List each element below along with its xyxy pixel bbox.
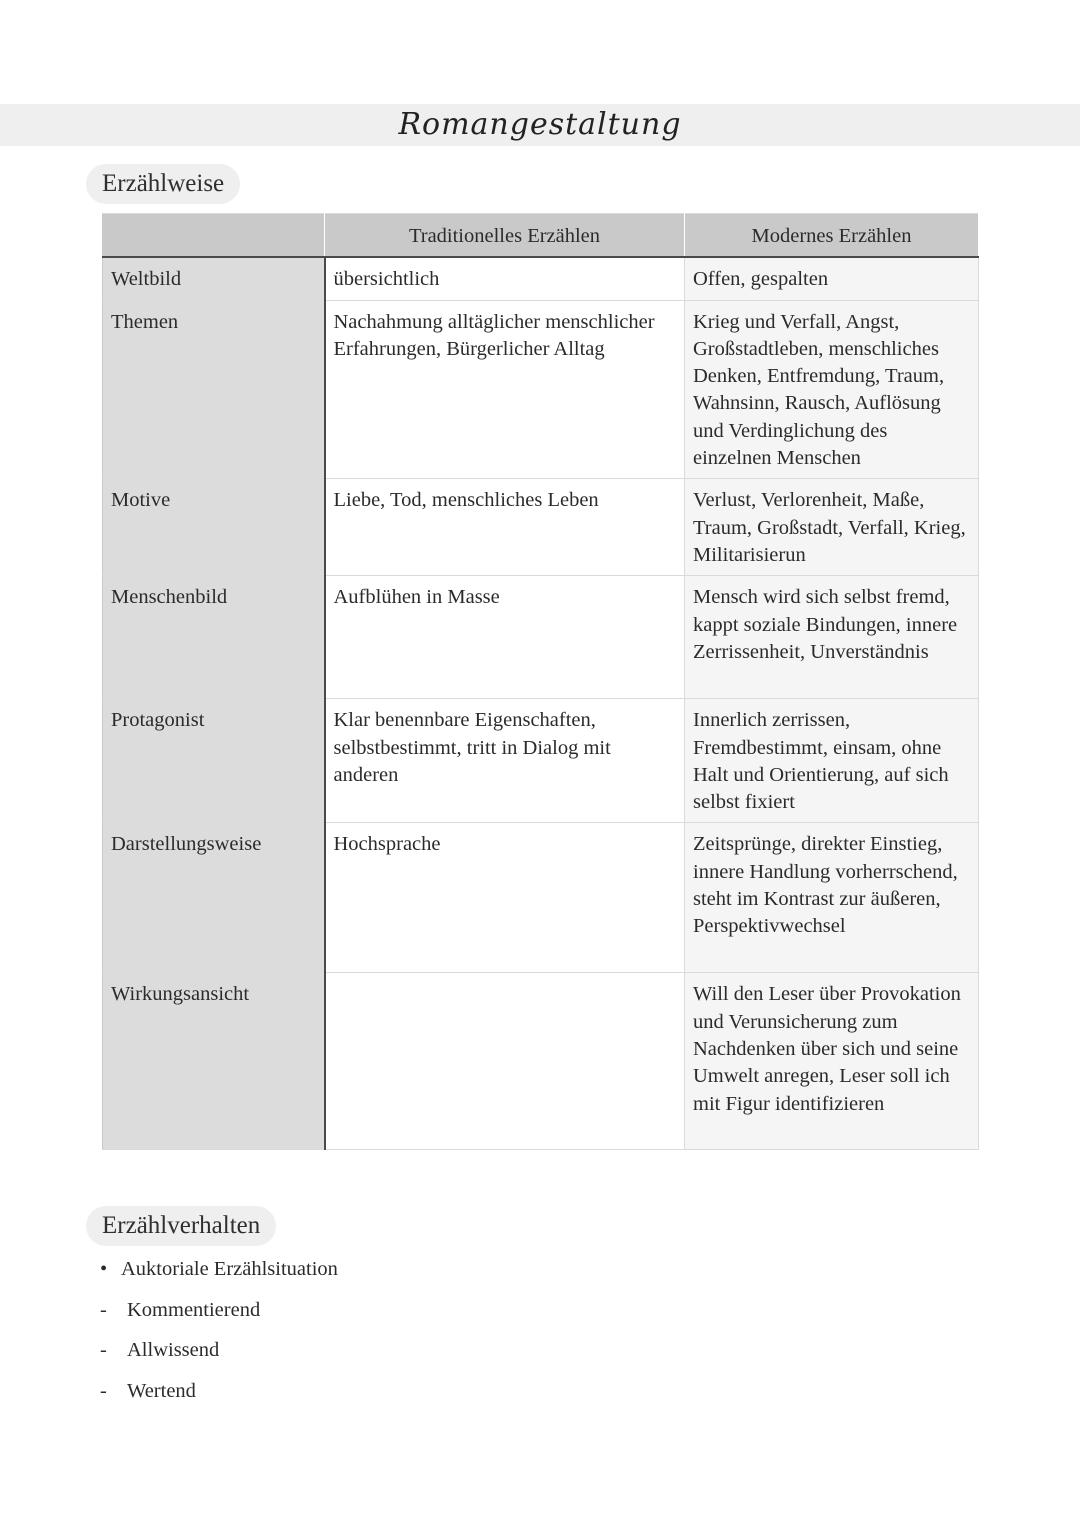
row-label: Menschenbild xyxy=(103,576,325,699)
cell-traditional: Klar benennbare Eigenschaften, selbstbestimmt, tritt in Dialog mit anderen xyxy=(325,699,685,823)
table-row xyxy=(103,479,979,576)
table-header-traditional: Traditionelles Erzählen xyxy=(325,214,685,258)
row-label: Protagonist xyxy=(103,699,325,823)
list-item xyxy=(100,1295,338,1336)
table-row xyxy=(103,699,979,823)
cell-traditional: Hochsprache xyxy=(325,823,685,973)
dash-icon: - xyxy=(100,1339,107,1361)
table-row xyxy=(103,576,979,699)
row-label: Darstellungsweise xyxy=(103,823,325,973)
cell-modern: Will den Leser über Provokation und Verunsicherung zum Nachdenken über sich und seine Umwelt anregen, Leser soll ich mit Figur identifizieren xyxy=(685,973,979,1150)
comparison-table xyxy=(102,213,979,1150)
list-item-label: Allwissend xyxy=(127,1339,220,1361)
row-label: Themen xyxy=(103,300,325,479)
erzaehlverhalten-list xyxy=(100,1254,338,1416)
dash-icon: - xyxy=(100,1379,107,1402)
cell-traditional: Liebe, Tod, menschliches Leben xyxy=(325,479,685,576)
cell-traditional xyxy=(325,973,685,1150)
list-item-label: Kommentierend xyxy=(127,1298,261,1321)
table-header-row xyxy=(103,214,979,258)
list-item-label: Wertend xyxy=(127,1379,196,1402)
cell-modern: Innerlich zerrissen, Fremdbestimmt, einsam, ohne Halt und Orientierung, auf sich selbst fixiert xyxy=(685,699,979,823)
bullet-icon: • xyxy=(100,1258,108,1280)
section-heading-erzaehlweise: Erzählweise xyxy=(86,164,240,204)
table-row xyxy=(103,973,979,1150)
list-item xyxy=(100,1335,338,1376)
cell-traditional: Nachahmung alltäglicher menschlicher Erfahrungen, Bürgerlicher Alltag xyxy=(325,300,685,479)
row-label: Weltbild xyxy=(103,257,325,300)
list-item-label: Auktoriale Erzählsituation xyxy=(121,1258,338,1280)
cell-traditional: übersichtlich xyxy=(325,257,685,300)
row-label: Wirkungsansicht xyxy=(103,973,325,1150)
table-row xyxy=(103,823,979,973)
cell-modern: Zeitsprünge, direkter Einstieg, innere Handlung vorherrschend, steht im Kontrast zur äußeren, Perspektivwechsel xyxy=(685,823,979,973)
dash-icon: - xyxy=(100,1298,107,1321)
table-row xyxy=(103,257,979,300)
cell-traditional: Aufblühen in Masse xyxy=(325,576,685,699)
cell-modern: Mensch wird sich selbst fremd, kappt soziale Bindungen, innere Zerrissenheit, Unverständnis xyxy=(685,576,979,699)
cell-modern: Verlust, Verlorenheit, Maße, Traum, Großstadt, Verfall, Krieg, Militarisierun xyxy=(685,479,979,576)
list-item xyxy=(100,1254,338,1295)
cell-modern: Offen, gespalten xyxy=(685,257,979,300)
page-title: Romangestaltung xyxy=(398,107,682,142)
section-heading-erzaehlverhalten: Erzählverhalten xyxy=(86,1206,276,1246)
table-header-corner xyxy=(103,214,325,258)
cell-modern: Krieg und Verfall, Angst, Großstadtleben, menschliches Denken, Entfremdung, Traum, Wahnsinn, Rausch, Auflösung und Verdinglichung des einzelnen Menschen xyxy=(685,300,979,479)
table-header-modern: Modernes Erzählen xyxy=(685,214,979,258)
row-label: Motive xyxy=(103,479,325,576)
list-item xyxy=(100,1376,338,1417)
table-row xyxy=(103,300,979,479)
